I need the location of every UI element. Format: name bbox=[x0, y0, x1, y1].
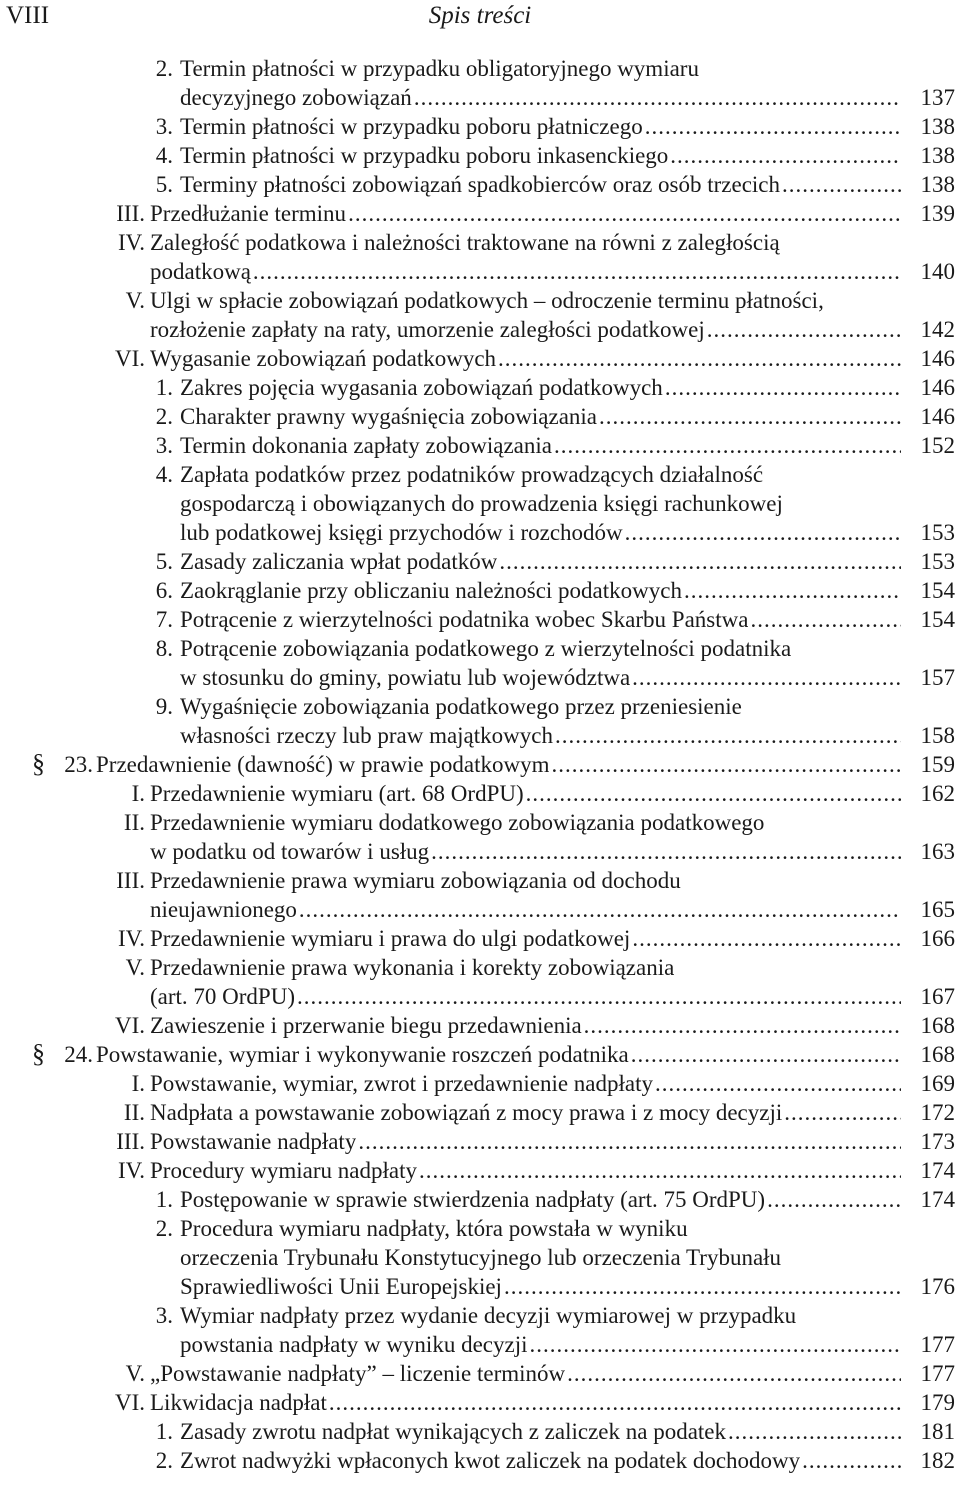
toc-entry-page: 177 bbox=[920, 1361, 955, 1386]
toc-entry-title-line: Przedawnienie wymiaru (art. 68 OrdPU) bbox=[150, 781, 524, 806]
toc-entry-title-line: Zakres pojęcia wygasania zobowiązań podatkowych bbox=[180, 375, 663, 400]
toc-entry[interactable] bbox=[0, 1069, 960, 1098]
toc-entry-title-line: Procedury wymiaru nadpłaty bbox=[150, 1158, 417, 1183]
dot-leader bbox=[728, 1417, 901, 1446]
toc-entry-page: 153 bbox=[920, 549, 955, 574]
toc-entry-title-line: (art. 70 OrdPU) bbox=[150, 984, 295, 1009]
dot-leader bbox=[632, 924, 901, 953]
toc-entry-page: 181 bbox=[920, 1419, 955, 1444]
dot-leader bbox=[299, 895, 901, 924]
toc-entry-title-line: w podatku od towarów i usług bbox=[150, 839, 430, 864]
toc-entry-number: 3. bbox=[155, 114, 173, 139]
toc-entry-page: 172 bbox=[920, 1100, 955, 1125]
toc-entry-title-line: Zwrot nadwyżki wpłaconych kwot zaliczek na podatek dochodowy bbox=[180, 1448, 801, 1473]
toc-entry-title-line: powstania nadpłaty w wyniku decyzji bbox=[180, 1332, 528, 1357]
toc-entry-page: 146 bbox=[920, 346, 955, 371]
toc-entry[interactable] bbox=[0, 1040, 960, 1069]
toc-entry-page: 176 bbox=[920, 1274, 955, 1299]
dot-leader bbox=[348, 199, 901, 228]
toc-entry-number: 2. bbox=[155, 1216, 173, 1241]
dot-leader bbox=[498, 344, 901, 373]
toc-entry-title-line: Potrącenie z wierzytelności podatnika wobec Skarbu Państwa bbox=[180, 607, 749, 632]
toc-entry-page: 154 bbox=[920, 578, 955, 603]
toc-entry-title-line: Przedawnienie prawa wymiaru zobowiązania od dochodu bbox=[150, 868, 681, 893]
toc-entry-title-line: Wymiar nadpłaty przez wydanie decyzji wymiarowej w przypadku bbox=[180, 1303, 797, 1328]
toc-entry-page: 138 bbox=[920, 114, 955, 139]
toc-entry-number: 6. bbox=[155, 578, 173, 603]
toc-entry[interactable] bbox=[0, 1359, 960, 1388]
toc-entry[interactable] bbox=[0, 1185, 960, 1214]
dot-leader bbox=[555, 721, 901, 750]
toc-entry-title-line: Powstawanie, wymiar i wykonywanie roszczeń podatnika bbox=[96, 1042, 629, 1067]
toc-entry-title-line: Przedawnienie wymiaru dodatkowego zobowiązania podatkowego bbox=[150, 810, 765, 835]
toc-entry-title-line: Ulgi w spłacie zobowiązań podatkowych – odroczenie terminu płatności, bbox=[150, 288, 824, 313]
toc-entry-title-line: Zasady zwrotu nadpłat wynikających z zaliczek na podatek bbox=[180, 1419, 727, 1444]
toc-entry-number: 1. bbox=[155, 375, 173, 400]
toc-entry-title-line: lub podatkowej księgi przychodów i rozchodów bbox=[180, 520, 623, 545]
toc-entry-title-line: nieujawnionego bbox=[150, 897, 297, 922]
toc-entry-title-line: Termin płatności w przypadku poboru płatniczego bbox=[180, 114, 643, 139]
dot-leader bbox=[665, 373, 901, 402]
toc-entry-page: 138 bbox=[920, 143, 955, 168]
toc-entry[interactable] bbox=[0, 170, 960, 199]
toc-entry-page: 152 bbox=[920, 433, 955, 458]
toc-entry[interactable] bbox=[0, 286, 960, 344]
toc-entry[interactable] bbox=[0, 1098, 960, 1127]
toc-entry-page: 139 bbox=[920, 201, 955, 226]
dot-leader bbox=[329, 1388, 901, 1417]
section-mark: § bbox=[32, 749, 45, 778]
dot-leader bbox=[551, 750, 901, 779]
toc-entry-number: 5. bbox=[155, 549, 173, 574]
toc-entry[interactable] bbox=[0, 634, 960, 692]
dot-leader bbox=[784, 1098, 901, 1127]
toc-entry[interactable] bbox=[0, 1214, 960, 1301]
toc-entry-page: 163 bbox=[920, 839, 955, 864]
toc-entry-number: V. bbox=[125, 1361, 145, 1386]
toc-entry-page: 137 bbox=[920, 85, 955, 110]
section-mark: § bbox=[32, 1039, 45, 1068]
toc-entry-title-line: Przedawnienie prawa wykonania i korekty zobowiązania bbox=[150, 955, 675, 980]
toc-entry[interactable] bbox=[0, 402, 960, 431]
table-of-contents bbox=[0, 54, 960, 1475]
toc-entry-title-line: Sprawiedliwości Unii Europejskiej bbox=[180, 1274, 502, 1299]
toc-entry-number: 2. bbox=[155, 404, 173, 429]
toc-entry-number: IV. bbox=[117, 926, 145, 951]
dot-leader bbox=[297, 982, 901, 1011]
dot-leader bbox=[584, 1011, 901, 1040]
toc-entry-number: 1. bbox=[155, 1187, 173, 1212]
dot-leader bbox=[599, 402, 901, 431]
toc-entry[interactable] bbox=[0, 866, 960, 924]
toc-entry[interactable] bbox=[0, 605, 960, 634]
toc-entry[interactable] bbox=[0, 953, 960, 1011]
toc-entry-page: 157 bbox=[920, 665, 955, 690]
toc-entry[interactable] bbox=[0, 1417, 960, 1446]
toc-entry-title-line: własności rzeczy lub praw majątkowych bbox=[180, 723, 553, 748]
toc-entry[interactable] bbox=[0, 924, 960, 953]
toc-entry-title-line: Terminy płatności zobowiązań spadkobierców oraz osób trzecich bbox=[180, 172, 780, 197]
toc-entry-page: 173 bbox=[920, 1129, 955, 1154]
toc-entry-page: 165 bbox=[920, 897, 955, 922]
toc-entry-number: III. bbox=[116, 201, 145, 226]
toc-entry-number: 8. bbox=[155, 636, 173, 661]
toc-entry-title-line: w stosunku do gminy, powiatu lub województwa bbox=[180, 665, 631, 690]
toc-entry-title-line: Powstawanie nadpłaty bbox=[150, 1129, 357, 1154]
dot-leader bbox=[631, 1040, 901, 1069]
toc-entry-page: 146 bbox=[920, 375, 955, 400]
dot-leader bbox=[802, 1446, 901, 1475]
toc-entry-page: 166 bbox=[920, 926, 955, 951]
toc-entry-number: 2. bbox=[155, 56, 173, 81]
dot-leader bbox=[707, 315, 901, 344]
dot-leader bbox=[670, 141, 901, 170]
toc-entry-number: 3. bbox=[155, 433, 173, 458]
toc-entry-page: 174 bbox=[920, 1158, 955, 1183]
toc-entry-number: V. bbox=[125, 288, 145, 313]
toc-entry[interactable] bbox=[0, 1446, 960, 1475]
toc-entry[interactable] bbox=[0, 344, 960, 373]
toc-entry-title-line: Nadpłata a powstawanie zobowiązań z mocy prawa i z mocy decyzji bbox=[150, 1100, 783, 1125]
toc-entry-number: 3. bbox=[155, 1303, 173, 1328]
toc-entry-number: VI. bbox=[114, 346, 145, 371]
dot-leader bbox=[645, 112, 901, 141]
toc-entry-number: III. bbox=[116, 868, 145, 893]
toc-entry-title-line: gospodarczą i obowiązanych do prowadzenia księgi rachunkowej bbox=[180, 491, 783, 516]
toc-entry[interactable] bbox=[0, 1301, 960, 1359]
dot-leader bbox=[782, 170, 901, 199]
toc-entry[interactable] bbox=[0, 228, 960, 286]
dot-leader bbox=[499, 547, 901, 576]
dot-leader bbox=[414, 83, 901, 112]
toc-entry[interactable] bbox=[0, 460, 960, 547]
toc-entry-number: I. bbox=[131, 1071, 145, 1096]
toc-entry[interactable] bbox=[0, 1127, 960, 1156]
toc-entry-number: 5. bbox=[155, 172, 173, 197]
dot-leader bbox=[529, 1330, 901, 1359]
dot-leader bbox=[504, 1272, 901, 1301]
toc-entry-title-line: Zaokrąglanie przy obliczaniu należności podatkowych bbox=[180, 578, 682, 603]
toc-entry-page: 159 bbox=[920, 752, 955, 777]
toc-entry-title-line: „Powstawanie nadpłaty” – liczenie terminów bbox=[150, 1361, 566, 1386]
toc-entry[interactable] bbox=[0, 141, 960, 170]
toc-entry[interactable] bbox=[0, 692, 960, 750]
toc-entry-page: 182 bbox=[920, 1448, 955, 1473]
toc-entry-title-line: Przedawnienie (dawność) w prawie podatkowym bbox=[96, 752, 550, 777]
toc-entry[interactable] bbox=[0, 1011, 960, 1040]
toc-entry-title-line: Potrącenie zobowiązania podatkowego z wierzytelności podatnika bbox=[180, 636, 792, 661]
toc-entry-title-line: orzeczenia Trybunału Konstytucyjnego lub orzeczenia Trybunału bbox=[180, 1245, 782, 1270]
toc-entry-title-line: Przedłużanie terminu bbox=[150, 201, 347, 226]
toc-entry-page: 153 bbox=[920, 520, 955, 545]
toc-entry-number: 4. bbox=[155, 462, 173, 487]
toc-entry-number: I. bbox=[131, 781, 145, 806]
toc-entry-number: 9. bbox=[155, 694, 173, 719]
toc-entry-title-line: Termin dokonania zapłaty zobowiązania bbox=[180, 433, 552, 458]
dot-leader bbox=[253, 257, 901, 286]
toc-entry-page: 167 bbox=[920, 984, 955, 1009]
toc-entry-number: III. bbox=[116, 1129, 145, 1154]
toc-entry-number: 4. bbox=[155, 143, 173, 168]
toc-entry-page: 154 bbox=[920, 607, 955, 632]
toc-entry[interactable] bbox=[0, 750, 960, 779]
toc-entry-number: IV. bbox=[117, 230, 145, 255]
running-title: Spis treści bbox=[428, 2, 532, 29]
toc-entry-page: 169 bbox=[920, 1071, 955, 1096]
dot-leader bbox=[567, 1359, 901, 1388]
toc-entry[interactable] bbox=[0, 431, 960, 460]
toc-entry-number: V. bbox=[125, 955, 145, 980]
toc-entry-title-line: decyzyjnego zobowiązań bbox=[180, 85, 412, 110]
toc-entry-title-line: Przedawnienie wymiaru i prawa do ulgi podatkowej bbox=[150, 926, 631, 951]
dot-leader bbox=[554, 431, 901, 460]
dot-leader bbox=[632, 663, 901, 692]
toc-entry-number: 24. bbox=[64, 1042, 93, 1067]
dot-leader bbox=[684, 576, 901, 605]
dot-leader bbox=[655, 1069, 901, 1098]
toc-entry-page: 168 bbox=[920, 1013, 955, 1038]
toc-entry-title-line: Zasady zaliczania wpłat podatków bbox=[180, 549, 498, 574]
page-number: VIII bbox=[6, 2, 50, 29]
toc-entry-page: 158 bbox=[920, 723, 955, 748]
dot-leader bbox=[625, 518, 901, 547]
toc-entry-title-line: podatkową bbox=[150, 259, 251, 284]
toc-entry-number: 7. bbox=[155, 607, 173, 632]
toc-entry-page: 142 bbox=[920, 317, 955, 342]
toc-entry-page: 174 bbox=[920, 1187, 955, 1212]
toc-entry-page: 140 bbox=[920, 259, 955, 284]
dot-leader bbox=[750, 605, 901, 634]
toc-entry[interactable] bbox=[0, 112, 960, 141]
toc-entry-title-line: rozłożenie zapłaty na raty, umorzenie zaległości podatkowej bbox=[150, 317, 705, 342]
toc-entry-number: VI. bbox=[114, 1013, 145, 1038]
toc-entry-title-line: Postępowanie w sprawie stwierdzenia nadpłaty (art. 75 OrdPU) bbox=[180, 1187, 766, 1212]
toc-entry-title-line: Zaległość podatkowa i należności traktowane na równi z zaległością bbox=[150, 230, 780, 255]
toc-entry[interactable] bbox=[0, 779, 960, 808]
toc-entry-number: IV. bbox=[117, 1158, 145, 1183]
toc-entry[interactable] bbox=[0, 576, 960, 605]
toc-entry[interactable] bbox=[0, 1388, 960, 1417]
toc-entry-number: II. bbox=[123, 810, 145, 835]
dot-leader bbox=[419, 1156, 901, 1185]
toc-entry-number: 2. bbox=[155, 1448, 173, 1473]
toc-entry-page: 177 bbox=[920, 1332, 955, 1357]
toc-entry[interactable] bbox=[0, 1156, 960, 1185]
toc-entry-page: 168 bbox=[920, 1042, 955, 1067]
toc-entry[interactable] bbox=[0, 808, 960, 866]
dot-leader bbox=[358, 1127, 901, 1156]
toc-entry-page: 162 bbox=[920, 781, 955, 806]
toc-entry-title-line: Termin płatności w przypadku obligatoryjnego wymiaru bbox=[180, 56, 699, 81]
toc-entry[interactable] bbox=[0, 547, 960, 576]
toc-entry-number: VI. bbox=[114, 1390, 145, 1415]
toc-entry[interactable] bbox=[0, 199, 960, 228]
toc-entry-page: 146 bbox=[920, 404, 955, 429]
toc-entry-title-line: Termin płatności w przypadku poboru inkasenckiego bbox=[180, 143, 669, 168]
toc-entry-number: 1. bbox=[155, 1419, 173, 1444]
toc-entry[interactable] bbox=[0, 54, 960, 112]
toc-entry-title-line: Powstawanie, wymiar, zwrot i przedawnienie nadpłaty bbox=[150, 1071, 654, 1096]
toc-entry-title-line: Wygaśnięcie zobowiązania podatkowego przez przeniesienie bbox=[180, 694, 742, 719]
toc-entry-title-line: Procedura wymiaru nadpłaty, która powstała w wyniku bbox=[180, 1216, 688, 1241]
toc-entry-number: 23. bbox=[64, 752, 93, 777]
dot-leader bbox=[526, 779, 901, 808]
toc-entry-page: 138 bbox=[920, 172, 955, 197]
toc-entry-title-line: Wygasanie zobowiązań podatkowych bbox=[150, 346, 497, 371]
toc-entry-title-line: Zawieszenie i przerwanie biegu przedawnienia bbox=[150, 1013, 582, 1038]
toc-entry-page: 179 bbox=[920, 1390, 955, 1415]
dot-leader bbox=[767, 1185, 901, 1214]
toc-entry[interactable] bbox=[0, 373, 960, 402]
dot-leader bbox=[431, 837, 901, 866]
toc-entry-number: II. bbox=[123, 1100, 145, 1125]
toc-entry-title-line: Zapłata podatków przez podatników prowadzących działalność bbox=[180, 462, 764, 487]
toc-entry-title-line: Likwidacja nadpłat bbox=[150, 1390, 327, 1415]
toc-entry-title-line: Charakter prawny wygaśnięcia zobowiązania bbox=[180, 404, 598, 429]
